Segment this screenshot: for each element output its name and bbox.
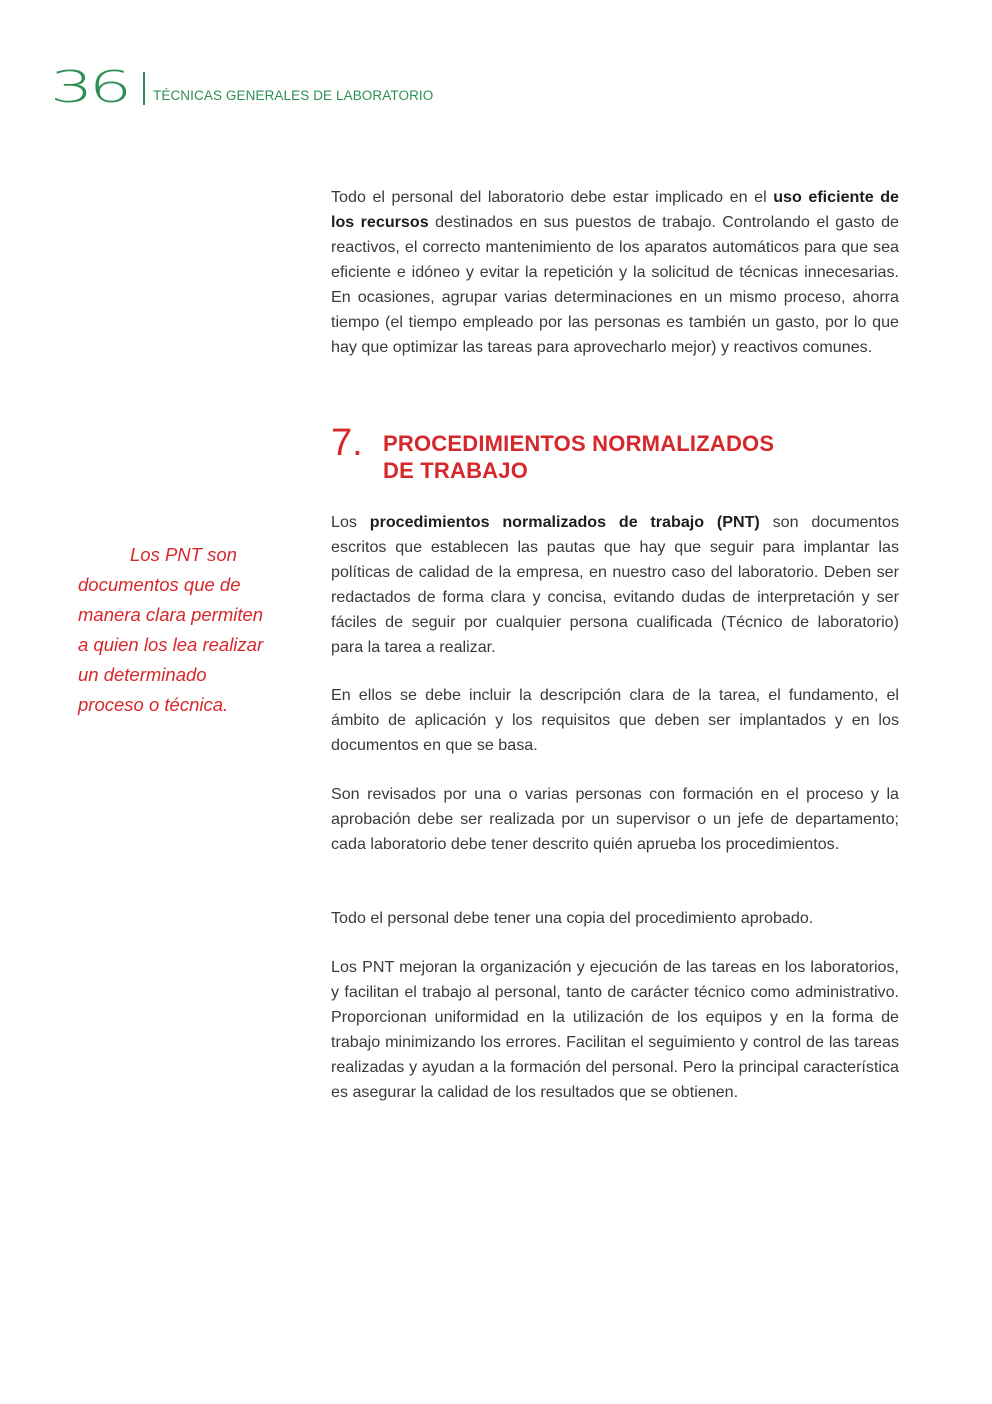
body-paragraph: Los PNT mejoran la organización y ejecución de las tareas en los laboratorios, y facilitan el trabajo al personal, tanto de carácter técnico como administrativo. Proporcionan uniformidad en la utilización de los equipos y en la forma de trabajo minimizando los errores. Facilitan el seguimiento y control de las tareas realizadas y ayudan a la formación del personal. Pero la principal característica es asegurar la calidad de los resultados que se obtienen. (331, 958, 899, 1101)
margin-note-line: a quien los lea realizar (78, 634, 264, 655)
margin-note-line: manera clara permiten (78, 604, 264, 625)
section-number: 7. (331, 422, 363, 464)
intro-paragraph (331, 185, 899, 360)
margin-note-line: un determinado (78, 664, 207, 685)
header-divider (143, 72, 145, 105)
margin-note-line: Los PNT son (130, 544, 237, 565)
body-paragraph: En ellos se debe incluir la descripción clara de la tarea, el fundamento, el ámbito de aplicación y los requisitos que deben ser implantados y en los documentos en que se basa. (331, 686, 899, 754)
margin-note-line: documentos que de (78, 574, 241, 595)
section-heading (331, 424, 911, 494)
pnt-bold-phrase: procedimientos normalizados de trabajo (PNT) (369, 513, 760, 531)
intro-text-end: destinados en sus puestos de trabajo. Controlando el gasto de reactivos, el correcto mantenimiento de los aparatos automáticos para que sea eficiente e idóneo y evitar la repetición y la solicitud de técnicas innecesarias. En ocasiones, agrupar varias determinaciones en un mismo proceso, ahorra tiempo (el tiempo empleado por las personas es también un gasto, por lo que hay que optimizar las tareas para aprovecharlo mejor) y reactivos comunes. (331, 213, 899, 356)
pnt-definition-paragraph (331, 510, 899, 660)
section-title-line-1: PROCEDIMIENTOS NORMALIZADOS (383, 431, 775, 456)
body-paragraph: Todo el personal debe tener una copia del procedimiento aprobado. (331, 909, 814, 927)
margin-note (78, 540, 278, 720)
pnt-text-start: Los (331, 513, 370, 531)
section-title-line-2: DE TRABAJO (383, 458, 529, 483)
margin-note-line: proceso o técnica. (78, 694, 229, 715)
intro-bold-phrase: uso eficiente de los recursos (331, 188, 899, 231)
page-number: 36 (50, 62, 128, 113)
body-paragraph: Son revisados por una o varias personas con formación en el proceso y la aprobación debe ser realizada por un supervisor o un jefe de departamento; cada laboratorio debe tener descrito quién aprueba los procedimientos. (331, 785, 899, 853)
header-title: TÉCNICAS GENERALES DE LABORATORIO (153, 88, 434, 103)
pnt-text-end: son documentos escritos que establecen las pautas que hay que seguir para implantar las políticas de calidad de la empresa, en nuestro caso del laboratorio. Deben ser redactados de forma clara y concisa, evitando dudas de interpretación y ser fáciles de seguir por cualquier persona cualificada (Técnico de laboratorio) para la tarea a realizar. (331, 513, 899, 656)
intro-text-start: Todo el personal del laboratorio debe estar implicado en el (331, 188, 774, 206)
